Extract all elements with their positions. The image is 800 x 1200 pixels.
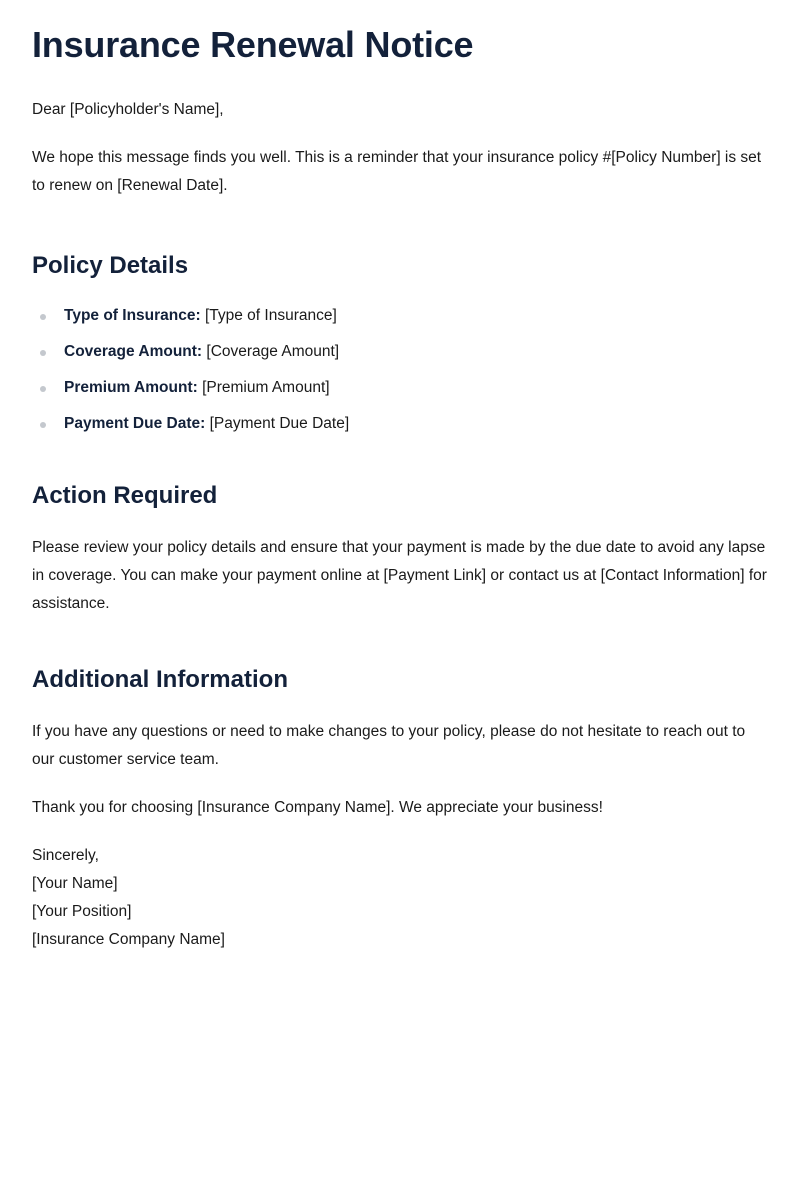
list-item <box>32 410 768 438</box>
intro-paragraph: We hope this message finds you well. This is a reminder that your insurance policy #[Policy Number] is set to renew on [Renewal Date]. <box>32 149 762 194</box>
detail-value: [Premium Amount] <box>202 379 330 396</box>
list-item <box>32 302 768 330</box>
detail-value: [Coverage Amount] <box>206 343 340 360</box>
action-required-heading: Action Required <box>32 482 218 509</box>
page-title: Insurance Renewal Notice <box>32 24 474 65</box>
bullet-icon <box>40 422 46 428</box>
policy-details-heading: Policy Details <box>32 252 189 279</box>
additional-information-heading: Additional Information <box>32 666 288 693</box>
signer-name: [Your Name] <box>32 875 118 892</box>
additional-information-text: If you have any questions or need to make changes to your policy, please do not hesitate to reach out to our customer service team. <box>32 723 746 768</box>
list-item <box>32 338 768 366</box>
action-required-text: Please review your policy details and ensure that your payment is made by the due date to avoid any lapse in coverage. You can make your payment online at [Payment Link] or contact us at [Contact Information] for assistance. <box>32 539 767 612</box>
detail-value: [Type of Insurance] <box>204 307 337 324</box>
signer-company: [Insurance Company Name] <box>32 931 225 948</box>
bullet-icon <box>40 314 46 320</box>
thanks-paragraph: Thank you for choosing [Insurance Company Name]. We appreciate your business! <box>32 799 603 816</box>
closing: Sincerely, <box>32 847 99 864</box>
policy-details-list <box>32 302 768 438</box>
detail-label: Type of Insurance: <box>64 307 201 324</box>
detail-label: Coverage Amount: <box>64 343 203 360</box>
detail-label: Premium Amount: <box>64 379 198 396</box>
bullet-icon <box>40 386 46 392</box>
detail-label: Payment Due Date: <box>64 415 206 432</box>
signoff-block <box>32 842 768 954</box>
signer-position: [Your Position] <box>32 903 132 920</box>
bullet-icon <box>40 350 46 356</box>
salutation: Dear [Policyholder's Name], <box>32 101 224 118</box>
list-item <box>32 374 768 402</box>
detail-value: [Payment Due Date] <box>209 415 350 432</box>
